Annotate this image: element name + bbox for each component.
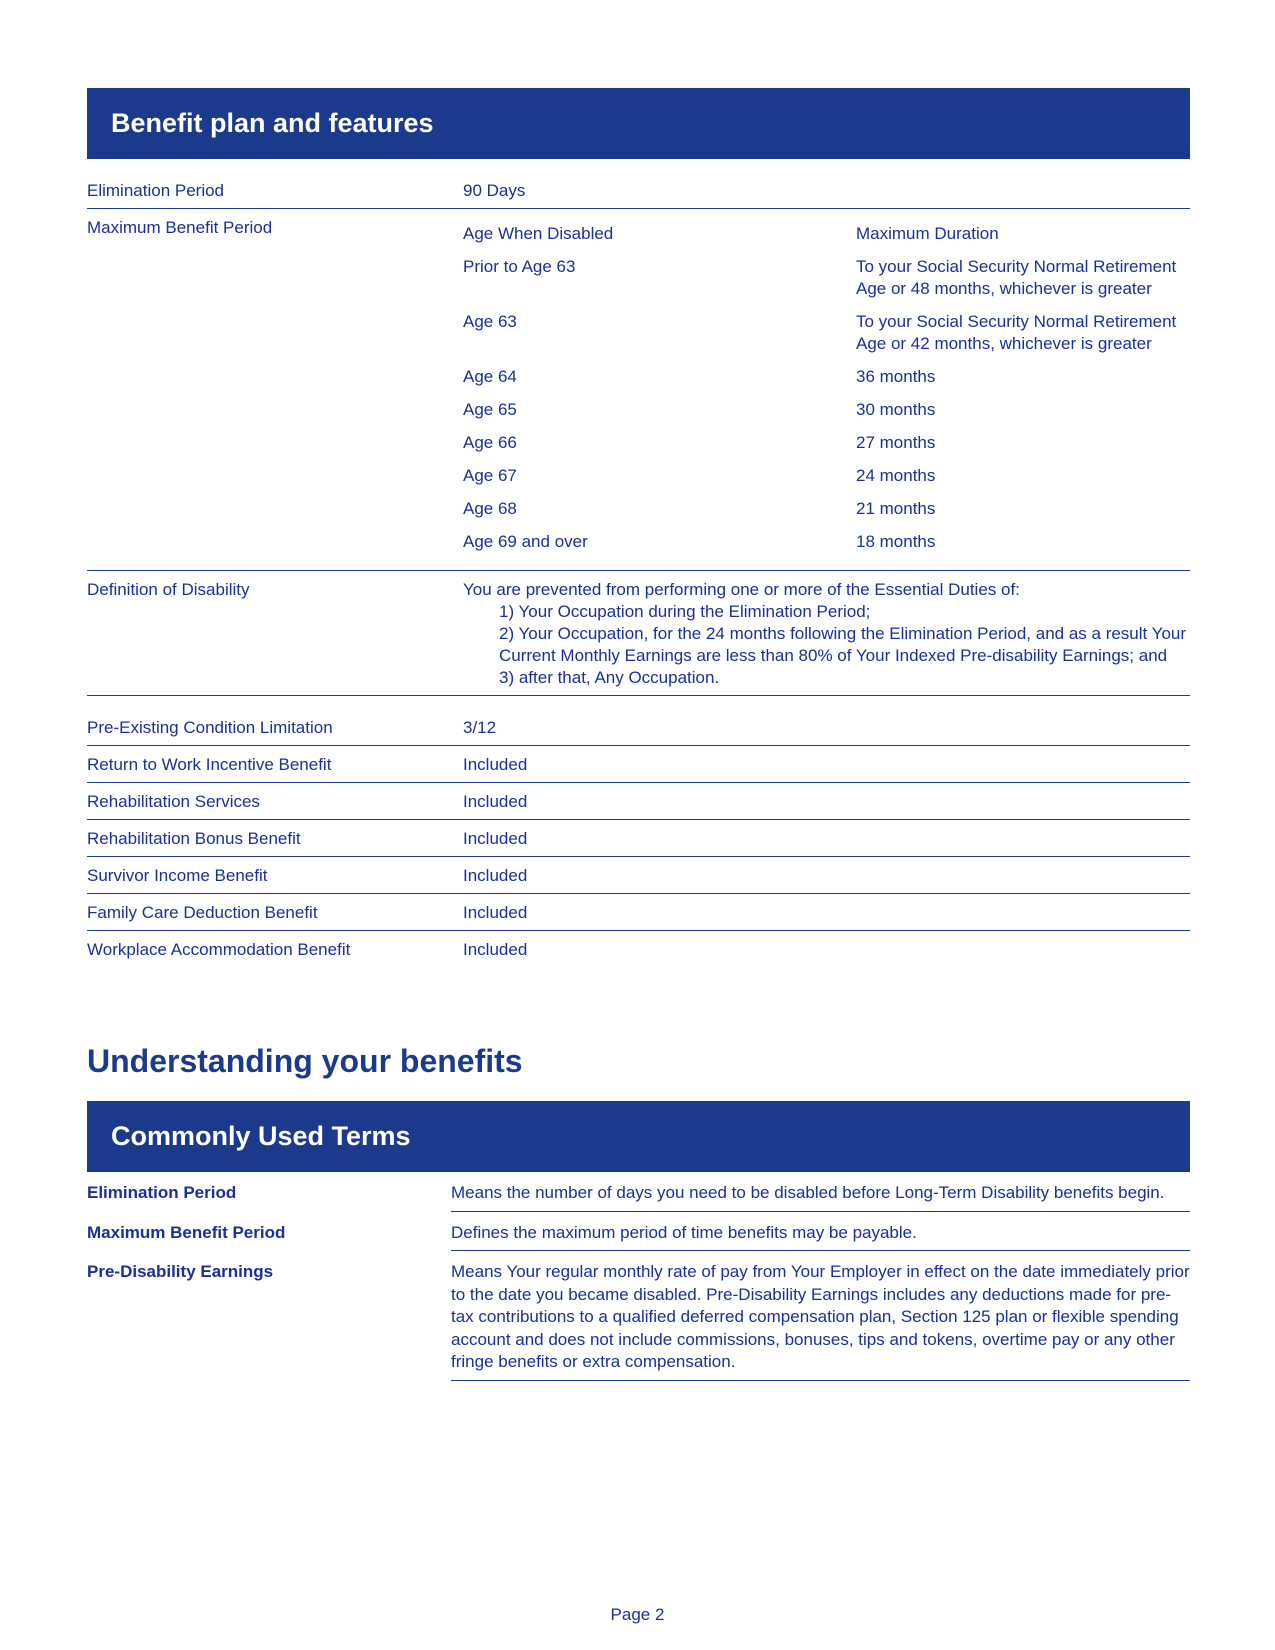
terms-table <box>87 1172 1190 1381</box>
page-content <box>87 88 1190 1381</box>
mbp-duration: To your Social Security Normal Retirement Age or 42 months, whichever is greater <box>856 312 1177 353</box>
mbp-duration-header: Maximum Duration <box>856 224 999 243</box>
row-value: Included <box>463 866 528 885</box>
mbp-duration: 36 months <box>856 367 936 386</box>
mbp-duration: 21 months <box>856 499 936 518</box>
mbp-row <box>463 366 1190 388</box>
term-definition: Means the number of days you need to be disabled before Long-Term Disability benefits begin. <box>451 1172 1190 1212</box>
mbp-duration: 18 months <box>856 532 936 551</box>
term-row <box>87 1172 1190 1212</box>
mbp-age: Age 66 <box>463 433 517 452</box>
row-value: 90 Days <box>463 181 526 200</box>
row-value: Included <box>463 792 528 811</box>
benefit-plan-banner <box>87 88 1190 159</box>
mbp-age: Age 67 <box>463 466 517 485</box>
row-value: 3/12 <box>463 718 497 737</box>
row-value: Included <box>463 903 528 922</box>
plan-row <box>87 746 1190 783</box>
mbp-row <box>463 256 1190 300</box>
benefit-plan-title: Benefit plan and features <box>111 108 434 138</box>
row-label: Return to Work Incentive Benefit <box>87 755 332 774</box>
row-label: Survivor Income Benefit <box>87 866 268 885</box>
mbp-duration: 30 months <box>856 400 936 419</box>
mbp-age: Age 69 and over <box>463 532 588 551</box>
mbp-duration: 27 months <box>856 433 936 452</box>
row-label: Pre-Existing Condition Limitation <box>87 718 333 737</box>
row-label: Rehabilitation Services <box>87 792 260 811</box>
mbp-row <box>463 399 1190 421</box>
mbp-age: Age 63 <box>463 312 517 331</box>
mbp-row <box>463 465 1190 487</box>
row-label: Elimination Period <box>87 181 225 200</box>
mbp-age: Age 68 <box>463 499 517 518</box>
mbp-row <box>463 432 1190 454</box>
mbp-row <box>463 531 1190 553</box>
plan-row <box>87 894 1190 931</box>
row-value: Included <box>463 829 528 848</box>
mbp-age: Prior to Age 63 <box>463 257 576 276</box>
row-label: Maximum Benefit Period <box>87 218 273 237</box>
mbp-row <box>463 311 1190 355</box>
mbp-duration: To your Social Security Normal Retirement Age or 48 months, whichever is greater <box>856 257 1177 298</box>
mbp-duration: 24 months <box>856 466 936 485</box>
plan-row <box>87 783 1190 820</box>
plan-row-definition-of-disability <box>87 571 1190 696</box>
disability-step: 2) Your Occupation, for the 24 months following the Elimination Period, and as a result Your Current Monthly Earnings are less than 80% of Your Indexed Pre-disability Earnings; and <box>499 624 1187 665</box>
term-name: Pre-Disability Earnings <box>87 1262 274 1281</box>
mbp-row <box>463 498 1190 520</box>
row-label: Definition of Disability <box>87 580 250 599</box>
page-number: Page 2 <box>610 1605 665 1624</box>
terms-banner <box>87 1101 1190 1172</box>
mbp-header-row <box>463 223 1190 245</box>
plan-simple-rows <box>87 696 1190 967</box>
terms-banner-title: Commonly Used Terms <box>111 1121 411 1151</box>
disability-intro: You are prevented from performing one or more of the Essential Duties of: <box>463 580 1020 599</box>
plan-row-elimination-period <box>87 159 1190 209</box>
disability-steps <box>463 601 1190 689</box>
row-label: Workplace Accommodation Benefit <box>87 940 351 959</box>
disability-step: 3) after that, Any Occupation. <box>499 668 720 687</box>
plan-row <box>87 696 1190 746</box>
benefit-plan-table <box>87 159 1190 967</box>
mbp-age: Age 64 <box>463 367 517 386</box>
plan-row <box>87 931 1190 967</box>
mbp-age-header: Age When Disabled <box>463 224 614 243</box>
row-label: Rehabilitation Bonus Benefit <box>87 829 301 848</box>
row-value: Included <box>463 940 528 959</box>
mbp-age: Age 65 <box>463 400 517 419</box>
term-definition: Defines the maximum period of time benefits may be payable. <box>451 1212 1190 1252</box>
plan-row-maximum-benefit-period <box>87 209 1190 571</box>
disability-step: 1) Your Occupation during the Elimination Period; <box>499 602 871 621</box>
term-name: Elimination Period <box>87 1183 237 1202</box>
term-row <box>87 1212 1190 1252</box>
term-name: Maximum Benefit Period <box>87 1222 286 1242</box>
maximum-benefit-period-table <box>463 217 1190 564</box>
plan-row <box>87 857 1190 894</box>
understanding-title: Understanding your benefits <box>87 1043 523 1079</box>
row-value: Included <box>463 755 528 774</box>
term-definition: Means Your regular monthly rate of pay from Your Employer in effect on the date immediately prior to the date you became disabled. Pre-Disability Earnings includes any deductions made for pre-tax contributions to a qualified deferred compensation plan, Section 125 plan or flexible spending account and does not include commissions, bonuses, tips and tokens, overtime pay or any other fringe benefits or extra compensation. <box>451 1251 1190 1381</box>
row-label: Family Care Deduction Benefit <box>87 903 318 922</box>
term-row <box>87 1251 1190 1381</box>
plan-row <box>87 820 1190 857</box>
